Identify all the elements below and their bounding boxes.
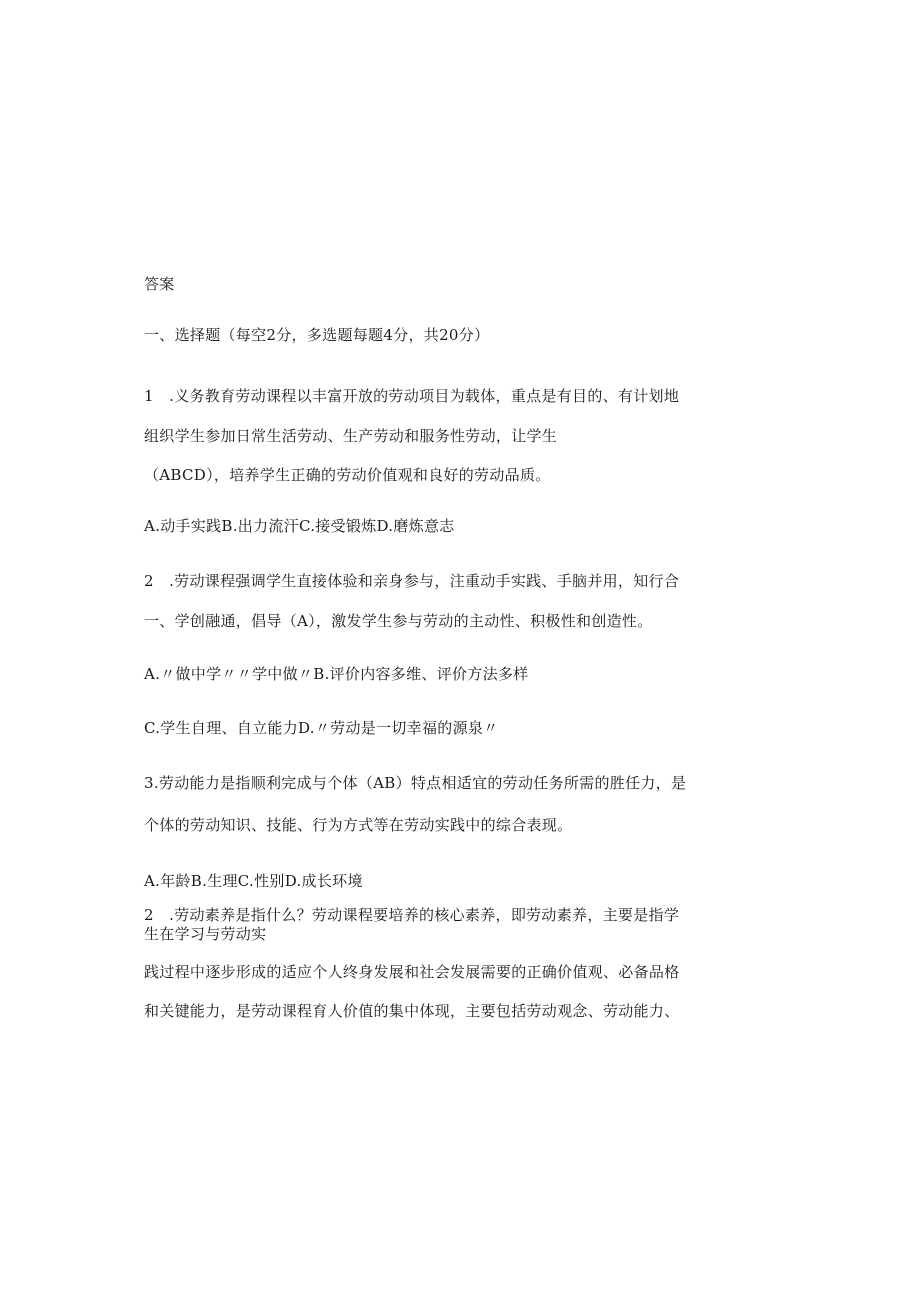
page-title: 答案 bbox=[144, 275, 175, 293]
question-4-line-4: 和关键能力，是劳动课程育人价值的集中体现，主要包括劳动观念、劳动能力、 bbox=[144, 1002, 680, 1020]
question-2-options-row-2: C.学生自理、自立能力D.〃劳动是一切幸福的源泉〃 bbox=[144, 719, 499, 737]
question-4-line-2: 生在学习与劳动实 bbox=[144, 925, 267, 943]
question-1-options: A.动手实践B.出力流汗C.接受锻炼D.磨炼意志 bbox=[144, 517, 455, 535]
question-2-options-row-1: A.〃做中学〃〃学中做〃B.评价内容多维、评价方法多样 bbox=[144, 665, 529, 683]
question-1-line-1: 1 .义务教育劳动课程以丰富开放的劳动项目为载体，重点是有目的、有计划地 bbox=[144, 387, 680, 405]
section-heading: 一、选择题（每空2分，多选题每题4分，共20分） bbox=[144, 326, 490, 344]
question-1-line-2: 组织学生参加日常生活劳动、生产劳动和服务性劳动，让学生 bbox=[144, 427, 558, 445]
question-4-line-3: 践过程中逐步形成的适应个人终身发展和社会发展需要的正确价值观、必备品格 bbox=[144, 963, 680, 981]
question-4-line-1: 2 .劳动素养是指什么？劳动课程要培养的核心素养，即劳动素养，主要是指学 bbox=[144, 906, 680, 924]
question-2-line-2: 一、学创融通，倡导（A），激发学生参与劳动的主动性、积极性和创造性。 bbox=[144, 612, 653, 630]
question-3-options: A.年龄B.生理C.性别D.成长环境 bbox=[144, 872, 363, 890]
question-3-line-1: 3.劳动能力是指顺利完成与个体（AB）特点相适宜的劳动任务所需的胜任力，是 bbox=[144, 774, 687, 792]
question-1-line-3: （ABCD），培养学生正确的劳动价值观和良好的劳动品质。 bbox=[144, 466, 551, 484]
question-3-line-2: 个体的劳动知识、技能、行为方式等在劳动实践中的综合表现。 bbox=[144, 816, 573, 834]
question-2-line-1: 2 .劳动课程强调学生直接体验和亲身参与，注重动手实践、手脑并用，知行合 bbox=[144, 572, 680, 590]
